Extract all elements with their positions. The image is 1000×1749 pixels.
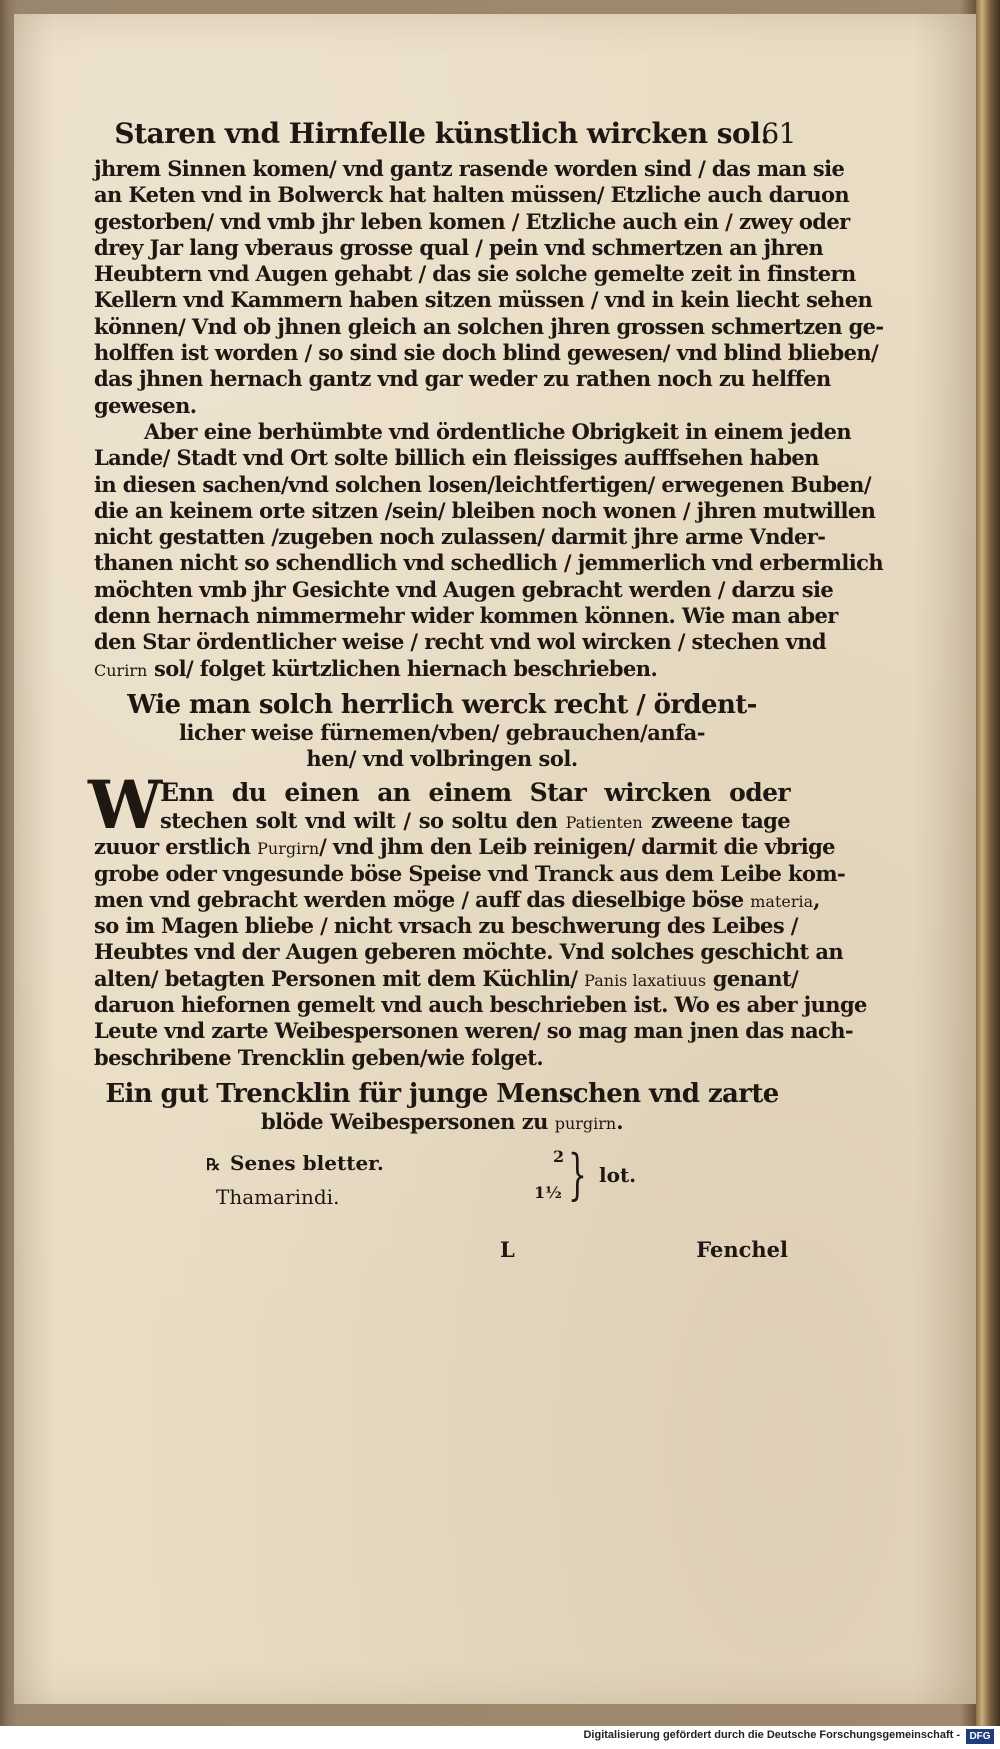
text-fragment: / vnd jhm den Leib reinigen/ darmit die vbrige [319, 834, 835, 860]
latin-term: Purgirn [257, 839, 320, 859]
text-line: nicht gestatten /zugeben noch zulassen/ darmit jhre arme Vnder- [94, 524, 826, 550]
page-bottom-marks [94, 1231, 790, 1271]
text-line: gestorben/ vnd vmb jhr leben komen / Etzliche auch ein / zwey oder [94, 208, 850, 234]
text-line: beschribene Trencklin geben/wie folget. [94, 1044, 544, 1070]
text-line [94, 886, 820, 913]
text-line: können/ Vnd ob jhnen gleich an solchen jhren grossen schmertzen ge- [94, 313, 884, 339]
recipe-ingredient: Thamarindi. [216, 1184, 340, 1209]
latin-term: materia [750, 891, 814, 911]
dfg-logo: DFG [966, 1729, 994, 1744]
text-line: denn hernach nimmermehr wider kommen können. Wie man aber [94, 603, 838, 629]
paragraph-1 [94, 156, 884, 419]
running-head-title: Staren vnd Hirnfelle künstlich wircken sol. [114, 117, 770, 150]
text-line: Lande/ Stadt vnd Ort solte billich ein fleissiges aufffsehen haben [94, 445, 819, 471]
drop-capital: W [88, 765, 163, 844]
section-heading-2 [94, 1079, 790, 1137]
signature-mark: L [500, 1236, 515, 1262]
text-line [94, 965, 799, 992]
text-line: Leute vnd zarte Weibespersonen weren/ so mag man jnen das nach- [94, 1018, 853, 1044]
text-fragment: sol/ folget kürtzlichen hiernach beschrieben. [147, 655, 658, 681]
text-line: in diesen sachen/vnd solchen losen/leichtfertigen/ erwegenen Buben/ [94, 471, 871, 497]
latin-term: Patienten [565, 812, 643, 832]
text-line [94, 656, 790, 682]
text-fragment: genant/ [706, 965, 799, 991]
heading-line: Wie man solch herrlich werck recht / ördent- [127, 689, 757, 720]
text-line: gewesen. [94, 392, 197, 418]
text-fragment: men vnd gebracht werden möge / auff das dieselbige böse [94, 886, 751, 912]
text-line: drey Jar lang vberaus grosse qual / pein vnd schmertzen an jhren [94, 234, 824, 260]
page-text [88, 112, 884, 1271]
text-line: Kellern vnd Kammern haben sitzen müssen / vnd in kein liecht sehen [94, 287, 873, 313]
text-fragment: alten/ betagten Personen mit dem Küchlin/ [94, 965, 585, 991]
recipe [94, 1143, 790, 1229]
text-line: Aber eine berhümbte vnd ördentliche Obrigkeit in einem jeden [144, 418, 852, 444]
brace-icon: } [568, 1142, 587, 1206]
paragraph-3 [88, 765, 867, 1071]
latin-term: purgirn [554, 1113, 617, 1133]
page-number: 61 [761, 117, 796, 150]
latin-term: Curirn [94, 660, 148, 680]
book-edge [976, 0, 1000, 1749]
digitization-footer [0, 1726, 1000, 1749]
recipe-quantity: 1½ [534, 1182, 562, 1202]
text-line: daruon hiefornen gemelt vnd auch beschrieben ist. Wo es aber junge [94, 992, 867, 1018]
heading-line [94, 1109, 790, 1137]
catchword: Fenchel [696, 1236, 788, 1262]
paragraph-2 [94, 418, 884, 682]
running-head [94, 112, 796, 156]
text-fragment: zweene tage [642, 807, 790, 833]
footer-credit: Digitalisierung gefördert durch die Deutsche Forschungsgemeinschaft - [583, 1729, 960, 1741]
recipe-ingredient: Senes bletter. [230, 1150, 384, 1175]
section-heading-1 [94, 690, 790, 772]
text-line: thanen nicht so schendlich vnd schedlich / jemmerlich vnd erbermlich [94, 550, 884, 576]
text-line: den Star ördentlicher weise / recht vnd wol wircken / stechen vnd [94, 629, 826, 655]
text-line: möchten vmb jhr Gesichte vnd Augen gebracht werden / darzu sie [94, 576, 834, 602]
text-line: das jhnen hernach gantz vnd gar weder zu rathen noch zu helffen [94, 366, 831, 392]
text-fragment: , [813, 886, 820, 912]
text-line: Enn du einen an einem Star wircken oder [160, 777, 790, 807]
text-line [94, 834, 835, 860]
text-line: grobe oder vngesunde böse Speise vnd Tranck aus dem Leibe kom- [94, 860, 846, 886]
text-line: holffen ist worden / so sind sie doch blind gewesen/ vnd blind blieben/ [94, 340, 879, 366]
recipe-quantity: 2 [553, 1146, 565, 1166]
text-line [94, 808, 790, 834]
heading-line: Ein gut Trencklin für junge Menschen vnd zarte [105, 1078, 779, 1109]
text-fragment: stechen solt vnd wilt / so soltu den [160, 807, 566, 833]
text-fragment: zuuor erstlich [94, 834, 258, 860]
latin-term: Panis laxatiuus [584, 970, 707, 990]
heading-line: licher weise fürnemen/vben/ gebrauchen/anfa- [179, 719, 705, 745]
text-fragment: . [616, 1108, 624, 1134]
heading-line: hen/ vnd volbringen sol. [306, 745, 578, 771]
text-line: Heubtes vnd der Augen geberen möchte. Vnd solches geschicht an [94, 939, 844, 965]
text-line: so im Magen bliebe / nicht vrsach zu beschwerung des Leibes / [94, 913, 798, 939]
text-line: jhrem Sinnen komen/ vnd gantz rasende worden sind / das man sie [94, 156, 845, 181]
text-line: Heubtern vnd Augen gehabt / das sie solche gemelte zeit in finstern [94, 261, 856, 287]
text-line: an Keten vnd in Bolwerck hat halten müssen/ Etzliche auch daruon [94, 182, 850, 208]
text-line: die an keinem orte sitzen /sein/ bleiben noch wonen / jhren mutwillen [94, 497, 876, 523]
text-fragment: blöde Weibespersonen zu [260, 1108, 555, 1134]
recipe-symbol: ℞ [206, 1154, 221, 1174]
recipe-unit: lot. [599, 1162, 637, 1187]
